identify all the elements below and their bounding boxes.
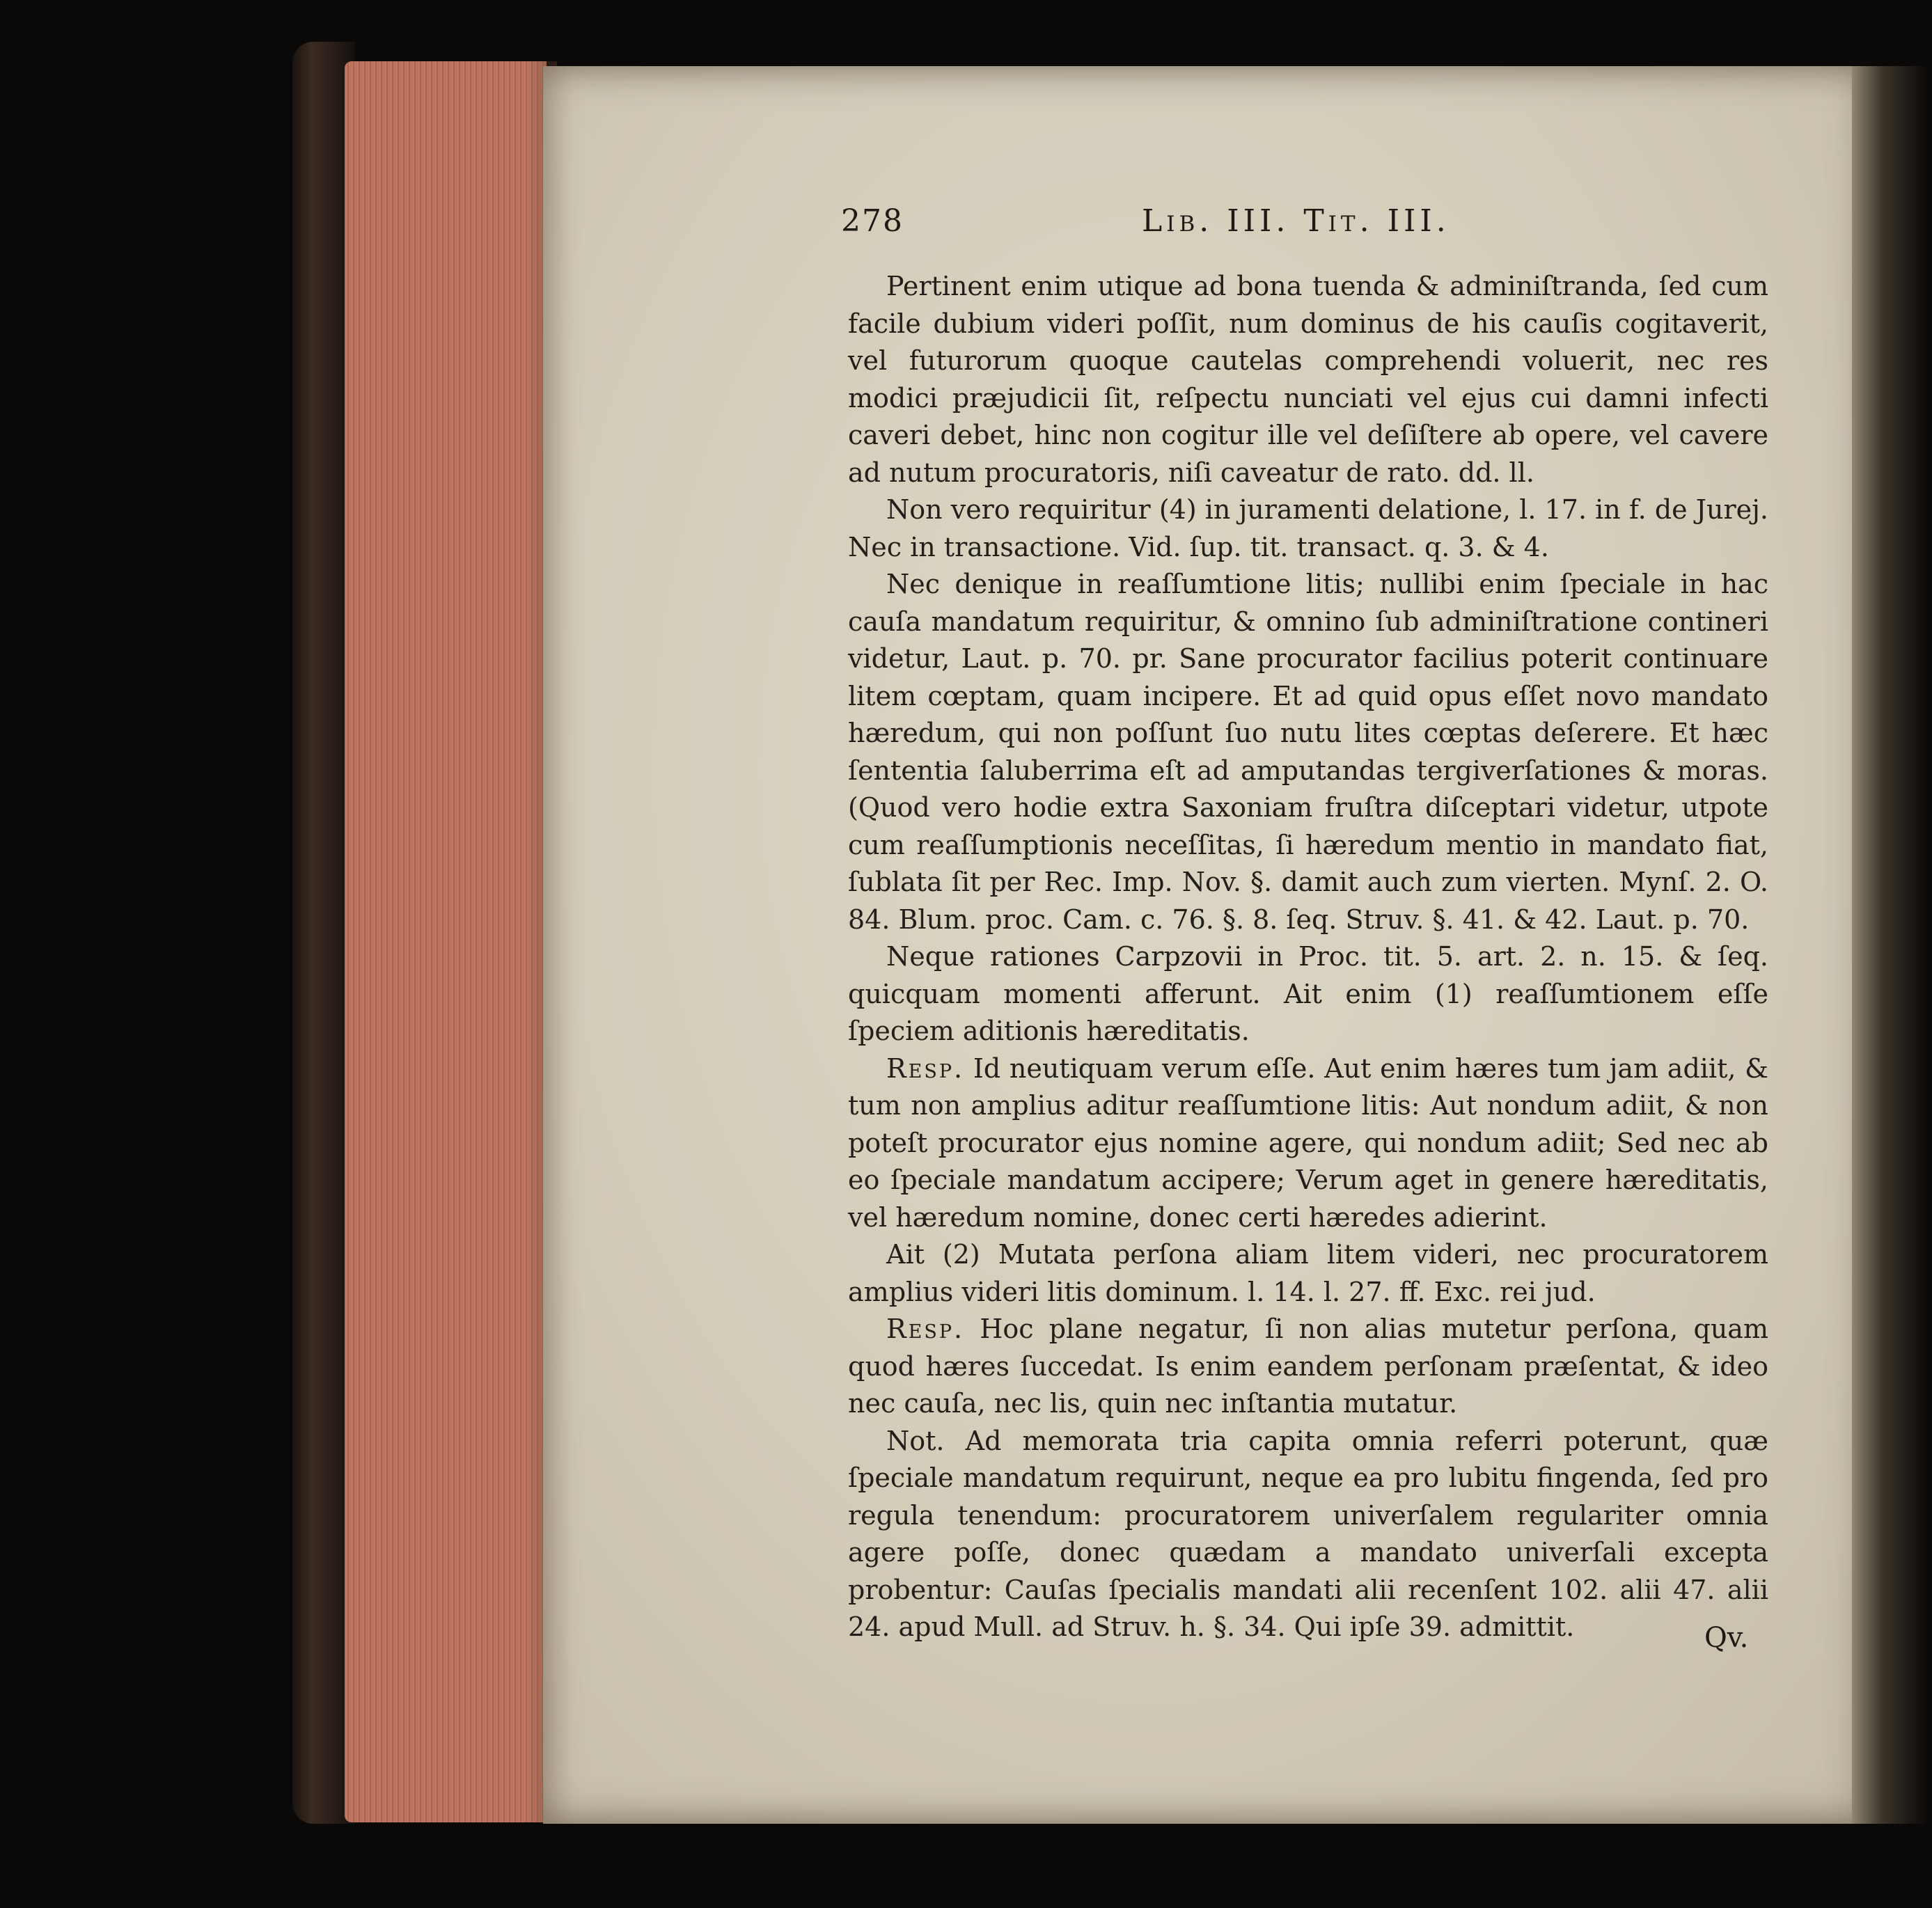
- running-head: Lib. III. Tit. III.: [1142, 203, 1450, 239]
- paragraph: [848, 1311, 1768, 1423]
- paragraph-label: Resp.: [886, 1052, 965, 1084]
- paragraph: [848, 491, 1768, 566]
- paragraph-text: Non vero requiritur (4) in juramenti delatione, l. 17. in f. de Jurej. Nec in transactione. Vid. ſup. tit. transact. q. 3. & 4.: [848, 494, 1768, 562]
- paragraph-text: Neque rationes Carpzovii in Proc. tit. 5. art. 2. n. 15. & ſeq. quicquam momenti afferunt. Ait enim (1) reaſſumtionem eſſe ſpeciem aditionis hæreditatis.: [848, 941, 1768, 1046]
- paragraph: [848, 566, 1768, 938]
- paragraph: [848, 1423, 1768, 1646]
- paragraph: [848, 1050, 1768, 1237]
- paragraph-text: Hoc plane negatur, ſi non alias mutetur perſona, quam quod hæres ſuccedat. Is enim eandem perſonam præſentat, & ideo nec cauſa, nec lis, quin nec inſtantia mutatur.: [848, 1314, 1768, 1419]
- body-text: [848, 268, 1768, 1646]
- paragraph: [848, 1236, 1768, 1311]
- paragraph-text: Id neutiquam verum eſſe. Aut enim hæres tum jam adiit, & tum non amplius aditur reaſſumtione litis: Aut nondum adiit, & non poteſt procurator ejus nomine agere, qui nondum adiit; Sed nec ab eo ſpeciale mandatum accipere; Verum aget in genere hæreditatis, vel hæredum nomine, donec certi hæredes adierint.: [848, 1052, 1768, 1233]
- paragraph-text: Ait (2) Mutata perſona aliam litem videri, nec procuratorem amplius videri litis dominum. l. 14. l. 27. ff. Exc. rei jud.: [848, 1239, 1768, 1307]
- catchword: Qv.: [1704, 1622, 1749, 1654]
- paragraph-text: Nec denique in reaſſumtione litis; nullibi enim ſpeciale in hac cauſa mandatum requiritur, & omnino ſub adminiſtratione contineri videtur, Laut. p. 70. pr. Sane procurator facilius poterit continuare litem cœptam, quam incipere. Et ad quid opus eſſet novo mandato hæredum, qui non poſſunt ſuo nutu lites cœptas deſerere. Et hæc ſententia ſaluberrima eſt ad amputandas tergiverſationes & moras. (Quod vero hodie extra Saxoniam fruſtra diſceptari videtur, utpote cum reaſſumptionis neceſſitas, ſi hæredum mentio in mandato fiat, ſublata ſit per Rec. Imp. Nov. §. damit auch zum vierten. Mynſ. 2. O. 84. Blum. proc. Cam. c. 76. §. 8. ſeq. Struv. §. 41. & 42. Laut. p. 70.: [848, 569, 1768, 935]
- paragraph-text: Not. Ad memorata tria capita omnia referri poterunt, quæ ſpeciale mandatum requirunt, neque ea pro lubitu fingenda, ſed pro regula tenendum: procuratorem univerſalem regulariter omnia agere poſſe, donec quædam a mandato univerſali excepta probentur: Cauſas ſpecialis mandati alii recenſent 102. alii 47. alii 24. apud Mull. ad Struv. h. §. 34. Qui ipſe 39. admittit.: [848, 1425, 1768, 1642]
- page-edges-red: [345, 61, 547, 1822]
- page-number: 278: [841, 203, 904, 239]
- paragraph-text: Pertinent enim utique ad bona tuenda & adminiſtranda, ſed cum facile dubium videri poſſit, num dominus de his cauſis cogitaverit, vel futurorum quoque cautelas comprehendi voluerit, nec res modici præjudicii ſit, reſpectu nunciati vel ejus cui damni infecti caveri debet, hinc non cogitur ille vel deſiſtere ab opere, vel cavere ad nutum procuratoris, niſi caveatur de rato. dd. ll.: [848, 271, 1768, 488]
- paragraph: [848, 938, 1768, 1050]
- paragraph-label: Resp.: [886, 1314, 965, 1344]
- book-gutter: [1852, 66, 1929, 1824]
- paragraph: [848, 268, 1768, 491]
